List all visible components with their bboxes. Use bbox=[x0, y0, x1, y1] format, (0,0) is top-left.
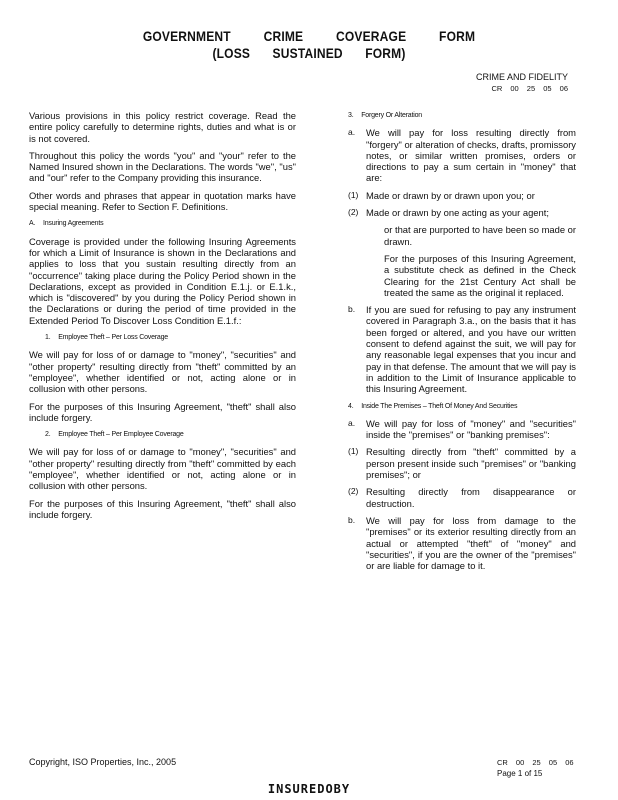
item-3a2-text: Made or drawn by one acting as your agent; bbox=[366, 207, 549, 219]
form-title: GOVERNMENT CRIME COVERAGE FORM bbox=[142, 28, 476, 44]
item-3a-text: We will pay for loss resulting directly from "forgery" or alteration of checks, drafts, promissory notes, or similar written promises, orders or directions to pay a sum certain in "money" that are: bbox=[366, 127, 576, 184]
item-4a1 bbox=[348, 446, 576, 480]
item-2-title: Employee Theft – Per Employee Coverage bbox=[58, 431, 184, 439]
item-3-mark: 3. bbox=[348, 112, 354, 119]
item-1-heading bbox=[45, 332, 296, 343]
item-2-heading bbox=[45, 429, 296, 440]
item-1-title: Employee Theft – Per Loss Coverage bbox=[58, 334, 169, 342]
item-4-heading bbox=[348, 401, 576, 412]
item-4a-text: We will pay for loss of "money" and "securities" inside the "premises" or "banking premises": bbox=[366, 417, 576, 441]
item-1-note: For the purposes of this Insuring Agreement, "theft" shall also include forgery. bbox=[29, 400, 296, 423]
item-4a2-mark: (2) bbox=[348, 486, 359, 497]
item-4a2-text: Resulting directly from disappearance or destruction. bbox=[366, 486, 576, 509]
item-3a1-text: Made or drawn by or drawn upon you; or bbox=[366, 189, 535, 201]
copyright-notice: Copyright, ISO Properties, Inc., 2005 bbox=[29, 757, 177, 767]
item-4-mark: 4. bbox=[348, 402, 354, 410]
item-3a2 bbox=[348, 207, 576, 218]
form-category: CRIME AND FIDELITY bbox=[475, 72, 568, 82]
item-3a2-mark: (2) bbox=[348, 207, 359, 218]
footer-form-id bbox=[497, 757, 574, 779]
item-4a-mark: a. bbox=[348, 417, 356, 428]
item-2-note: For the purposes of this Insuring Agreement, "theft" shall also include forgery. bbox=[29, 497, 296, 520]
item-4-title: Inside The Premises – Theft Of Money And Securities bbox=[361, 402, 518, 410]
item-3a1 bbox=[348, 190, 576, 201]
left-column bbox=[29, 110, 296, 526]
item-1-mark: 1. bbox=[45, 334, 51, 342]
item-4a bbox=[348, 418, 576, 441]
page-number: Page 1 of 15 bbox=[497, 769, 543, 778]
quotation-paragraph: Other words and phrases that appear in quotation marks have special meaning. Refer to Section F. Definitions. bbox=[29, 189, 296, 213]
item-4b-mark: b. bbox=[348, 514, 356, 525]
item-3-heading bbox=[348, 110, 576, 121]
item-1-text: We will pay for loss of or damage to "money", "securities" and "other property" resulting directly from "theft" committed by an "employee", whether identified or not, acting alone or in collusion with other persons. bbox=[29, 349, 296, 395]
section-a-heading bbox=[29, 218, 296, 229]
item-3a1-mark: (1) bbox=[348, 189, 359, 200]
header-form-code: CR 00 25 05 06 bbox=[491, 84, 568, 93]
section-a-mark: A. bbox=[29, 220, 36, 228]
item-2-mark: 2. bbox=[45, 431, 51, 439]
watermark: INSUREDOBY bbox=[267, 782, 351, 796]
item-3b bbox=[348, 304, 576, 394]
intro-paragraph: Various provisions in this policy restrict coverage. Read the entire policy carefully to determine rights, duties and what is or is not covered. bbox=[29, 110, 296, 144]
item-4b-text: We will pay for loss from damage to the "premises" or its exterior resulting directly from an actual or attempted "theft" of "money" and "securities", if you are the owner of the "premises" or are liable for damage to it. bbox=[366, 514, 576, 572]
header-form-id bbox=[476, 72, 568, 94]
item-4a1-mark: (1) bbox=[348, 446, 359, 457]
item-4b bbox=[348, 515, 576, 571]
section-a-text: Coverage is provided under the following Insuring Agreements for which a Limit of Insurance is shown in the Declarations and applies to loss that you sustain resulting directly from an "occurrence" taking place during the Policy Period shown in the Declarations, except as provided in Condition E.1.j. or E.1.k., which is "discovered" by you during the Policy Period shown in the Declarations or during the period of time provided in the Extended Period To Discover Loss Condition E.1.f.: bbox=[29, 235, 296, 326]
item-3a-mark: a. bbox=[348, 127, 356, 138]
item-3b-text: If you are sued for refusing to pay any instrument covered in Paragraph 3.a., on the basis that it has been forged or altered, and you have our written consent to defend against the suit, we will pay for any reasonable legal expenses that you incur and pay in that defense. The amount that we will pay is in addition to the Limit of Insurance applicable to this Insuring Agreement. bbox=[366, 304, 576, 395]
item-4a1-text: Resulting directly from "theft" committed by a person present inside such "premises" or "banking premises"; or bbox=[366, 446, 576, 481]
item-3b-mark: b. bbox=[348, 304, 356, 315]
footer-form-code: CR 00 25 05 06 bbox=[497, 758, 574, 767]
item-3-title: Forgery Or Alteration bbox=[361, 112, 422, 119]
item-3a-note: For the purposes of this Insuring Agreement, a substitute check as defined in the Check Clearing for the 21st Century Act shall be treated the same as the original it replaced. bbox=[384, 252, 576, 298]
form-subtitle: (LOSS SUSTAINED FORM) bbox=[212, 45, 406, 61]
item-2-text: We will pay for loss of or damage to "money", "securities" and "other property" resulting directly from "theft" committed by each "employee", whether identified or not, acting alone or in collusion with other persons. bbox=[29, 446, 296, 492]
definitions-paragraph: Throughout this policy the words "you" and "your" refer to the Named Insured shown in the Declarations. The words "we", "us" and "our" refer to the Company providing this insurance. bbox=[29, 149, 296, 184]
item-3a-continuation: or that are purported to have been so made or drawn. bbox=[384, 224, 576, 247]
right-column bbox=[348, 110, 576, 577]
item-4a2 bbox=[348, 486, 576, 509]
item-3a bbox=[348, 127, 576, 183]
section-a-title: Insuring Agreements bbox=[42, 220, 104, 228]
